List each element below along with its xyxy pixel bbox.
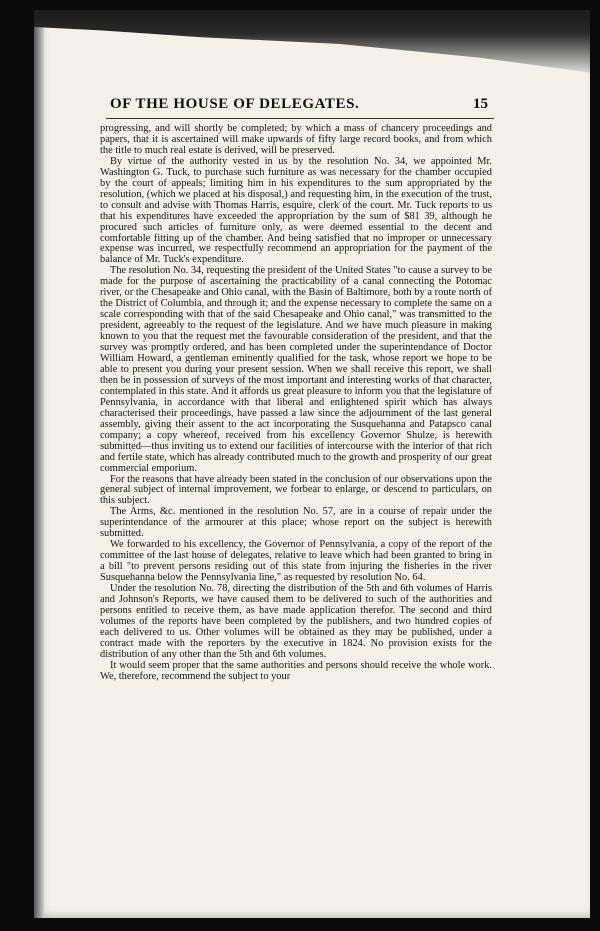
paragraph: We forwarded to his excellency, the Governor of Pennsylvania, a copy of the report of the committee of the last house of delegates, relative to leave which had been granted to bring in a bill "to prevent persons residing out of this state from injuring the fisheries in the river Susquehanna below the Pennsylvania line," as requested by resolution No. 64. [100,539,492,584]
paragraph: progressing, and will shortly be completed; by which a mass of chancery proceedings and papers, that it is ascertained will make upwards of fifty large record books, and from which the title to much real estate is derived, will be preserved. [100,123,492,156]
paragraph: Under the resolution No. 78, directing the distribution of the 5th and 6th volumes of Harris and Johnson's Reports, we have caused them to be delivered to such of the authorities and persons entitled to receive them, as have made application therefor. The second and third volumes of the reports have been completed by the publishers, and two hundred copies of each delivered to us. Other volumes will be obtained as they may be published, under a contract made with the reporters by the executive in 1824. No provision exists for the distribution of any other than the 5th and 6th volumes. [100,583,492,660]
scan-dark-edge [34,10,590,78]
paragraph: It would seem proper that the same authorities and persons should receive the whole work. We, therefore, recommend the subject to your [100,659,492,682]
gutter-shadow [34,10,44,918]
page-number: 15 [473,96,488,112]
header-rule [106,118,494,119]
paragraph: The Arms, &c. mentioned in the resolution No. 57, are in a course of repair under the superintendance of the armourer at this place; whose report on the subject is herewith submitted. [100,506,492,540]
page-header [110,96,490,113]
paragraph: The resolution No. 34, requesting the president of the United States "to cause a survey to be made for the purpose of ascertaining the practicability of a canal connecting the Potomac river, or the Chesapeake and Ohio canal, with the Basin of Baltimore, both by a route north of the District of Columbia, and through it; and the expense necessary to complete the same on a scale corresponding with that of the said Chesapeake and Ohio canal," was transmitted to the president, agreeably to the request of the legislature. And we have much pleasure in making known to you that the request met the favourable consideration of the president, and that the survey was promptly ordered, and has been completed under the superintendance of Doctor William Howard, a gentleman eminently qualified for the task, whose report we hope to be able to present you during your present session. When we shall receive this report, we shall then be in possession of surveys of the most important and interesting works of that character, contemplated in this state. And it affords us great pleasure to inform you that the legislature of Pennsylvania, in accordance with that liberal and enlightened spirit which has always characterised their proceedings, have passed a law since the adjournment of the last general assembly, giving their assent to the act incorporating the Susquehanna and Patapsco canal company; a copy whereof, received from his excellency Governor Shulze, is herewith submitted—thus inviting us to extend our facilities of intercourse with the interior of that rich and fertile state, which has already contributed much to the growth and prosperity of our great commercial emporium. [100,265,492,474]
body-text [100,124,492,683]
paragraph: By virtue of the authority vested in us by the resolution No. 34, we appointed Mr. Washington G. Tuck, to purchase such furniture as was necessary for the chamber occupied by the court of appeals; limiting him in his expenditures to the sum appropriated by the resolution, (which we placed at his disposal,) and requesting him, in the execution of the trust, to consult and advise with Thomas Harris, esquire, clerk of the court. Mr. Tuck reports to us that his expenditures have exceeded the appropriation by the sum of $81 39, although he procured such articles of furniture only, as were deemed essential to the decent and comfortable fitting up of the chamber. And being satisfied that no improper or unnecessary expense was incurred, we respectfully recommend an appropriation for the payment of the balance of Mr. Tuck's expenditure. [100,155,492,266]
paragraph: For the reasons that have already been stated in the conclusion of our observations upon the general subject of internal improvement, we forbear to enlarge, or descend to particulars, on this subject. [100,473,492,507]
running-head: OF THE HOUSE OF DELEGATES. [110,96,360,112]
